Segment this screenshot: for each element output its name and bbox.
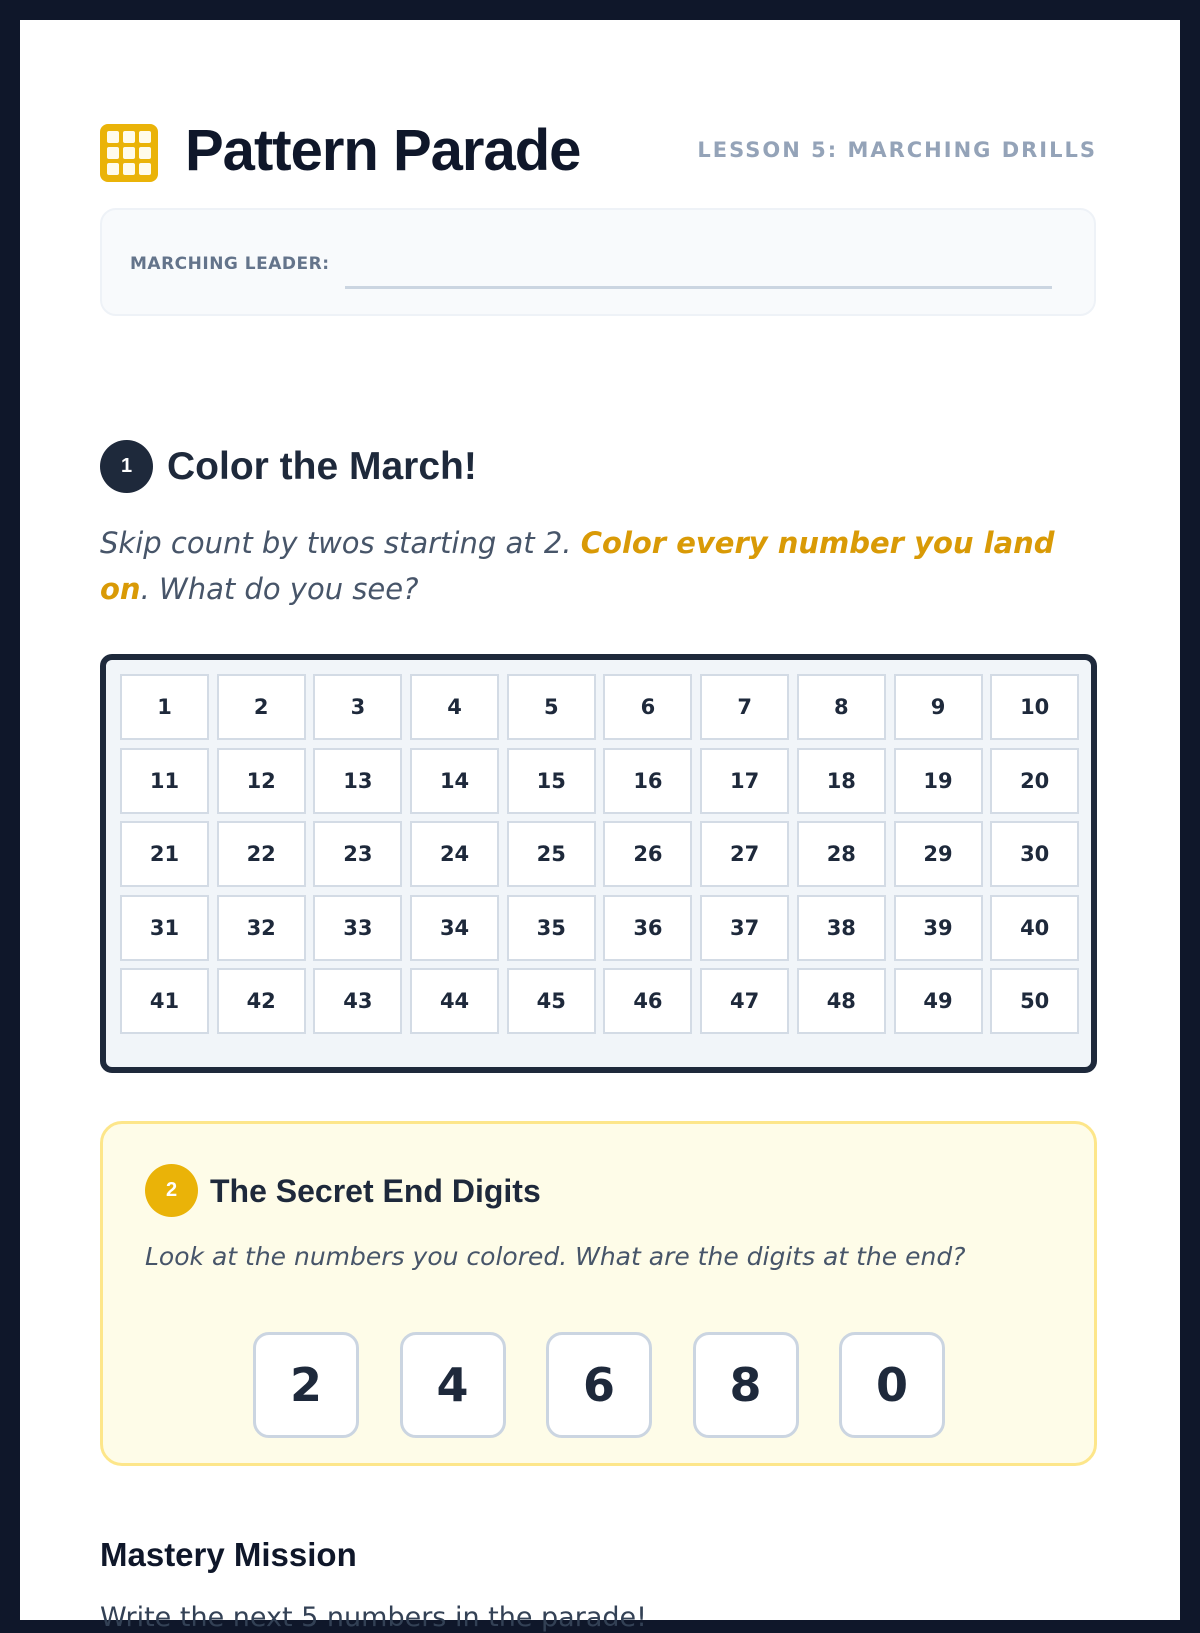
number-cell[interactable]: 44 <box>410 968 499 1034</box>
number-cell[interactable]: 15 <box>507 748 596 814</box>
header <box>100 104 1097 204</box>
number-cell[interactable]: 36 <box>603 895 692 961</box>
end-digit-box: 8 <box>693 1332 799 1438</box>
number-cell[interactable]: 3 <box>313 674 402 740</box>
number-cell[interactable]: 21 <box>120 821 209 887</box>
number-cell[interactable]: 48 <box>797 968 886 1034</box>
number-cell[interactable]: 29 <box>894 821 983 887</box>
number-cell[interactable]: 13 <box>313 748 402 814</box>
section-2-question: Look at the numbers you colored. What are the digits at the end? <box>145 1242 966 1271</box>
instruction-text-end: . What do you see? <box>140 572 419 606</box>
number-cell[interactable]: 5 <box>507 674 596 740</box>
number-cell[interactable]: 46 <box>603 968 692 1034</box>
number-cell[interactable]: 9 <box>894 674 983 740</box>
number-cell[interactable]: 42 <box>217 968 306 1034</box>
number-cell[interactable]: 35 <box>507 895 596 961</box>
marching-leader-box <box>100 208 1096 316</box>
step-2-badge: 2 <box>145 1164 198 1217</box>
section-2-title: The Secret End Digits <box>210 1173 541 1209</box>
number-cell[interactable]: 26 <box>603 821 692 887</box>
number-cell[interactable]: 20 <box>990 748 1079 814</box>
secret-digits-panel <box>100 1121 1097 1466</box>
number-cell[interactable]: 6 <box>603 674 692 740</box>
end-digit-box: 6 <box>546 1332 652 1438</box>
number-cell[interactable]: 16 <box>603 748 692 814</box>
worksheet-page <box>20 20 1180 1633</box>
step-1-badge: 1 <box>100 440 153 493</box>
number-cell[interactable]: 32 <box>217 895 306 961</box>
number-cell[interactable]: 28 <box>797 821 886 887</box>
number-cell[interactable]: 22 <box>217 821 306 887</box>
number-cell[interactable]: 31 <box>120 895 209 961</box>
lesson-label: LESSON 5: MARCHING DRILLS <box>697 138 1097 162</box>
number-cell[interactable]: 4 <box>410 674 499 740</box>
end-digit-box: 4 <box>400 1332 506 1438</box>
grid-icon <box>100 124 158 182</box>
number-cell[interactable]: 23 <box>313 821 402 887</box>
number-cell[interactable]: 2 <box>217 674 306 740</box>
number-cell[interactable]: 33 <box>313 895 402 961</box>
number-cell[interactable]: 18 <box>797 748 886 814</box>
page-title: Pattern Parade <box>185 118 581 183</box>
number-cell[interactable]: 24 <box>410 821 499 887</box>
number-cell[interactable]: 17 <box>700 748 789 814</box>
section-1-title: Color the March! <box>167 445 477 488</box>
number-cell[interactable]: 7 <box>700 674 789 740</box>
number-cell[interactable]: 50 <box>990 968 1079 1034</box>
number-cell[interactable]: 19 <box>894 748 983 814</box>
hundreds-chart <box>100 654 1097 1073</box>
end-digit-box: 0 <box>839 1332 945 1438</box>
instruction-text: Skip count by twos starting at 2. <box>100 526 572 560</box>
number-cell[interactable]: 11 <box>120 748 209 814</box>
number-cell[interactable]: 25 <box>507 821 596 887</box>
section-1-instructions <box>100 520 1090 612</box>
number-cell[interactable]: 10 <box>990 674 1079 740</box>
number-cell[interactable]: 8 <box>797 674 886 740</box>
number-grid <box>120 674 1077 1034</box>
end-digit-box: 2 <box>253 1332 359 1438</box>
number-cell[interactable]: 12 <box>217 748 306 814</box>
number-cell[interactable]: 39 <box>894 895 983 961</box>
marching-leader-field[interactable] <box>345 286 1052 289</box>
number-cell[interactable]: 45 <box>507 968 596 1034</box>
number-cell[interactable]: 43 <box>313 968 402 1034</box>
mastery-title: Mastery Mission <box>100 1536 357 1573</box>
marching-leader-label: MARCHING LEADER: <box>130 254 330 274</box>
number-cell[interactable]: 38 <box>797 895 886 961</box>
instruction-highlight: Color every number you land on <box>100 526 1055 606</box>
number-cell[interactable]: 37 <box>700 895 789 961</box>
number-cell[interactable]: 27 <box>700 821 789 887</box>
number-cell[interactable]: 49 <box>894 968 983 1034</box>
number-cell[interactable]: 40 <box>990 895 1079 961</box>
number-cell[interactable]: 30 <box>990 821 1079 887</box>
number-cell[interactable]: 1 <box>120 674 209 740</box>
number-cell[interactable]: 47 <box>700 968 789 1034</box>
number-cell[interactable]: 34 <box>410 895 499 961</box>
mastery-instructions: Write the next 5 numbers in the parade! <box>100 1602 647 1633</box>
number-cell[interactable]: 14 <box>410 748 499 814</box>
number-cell[interactable]: 41 <box>120 968 209 1034</box>
